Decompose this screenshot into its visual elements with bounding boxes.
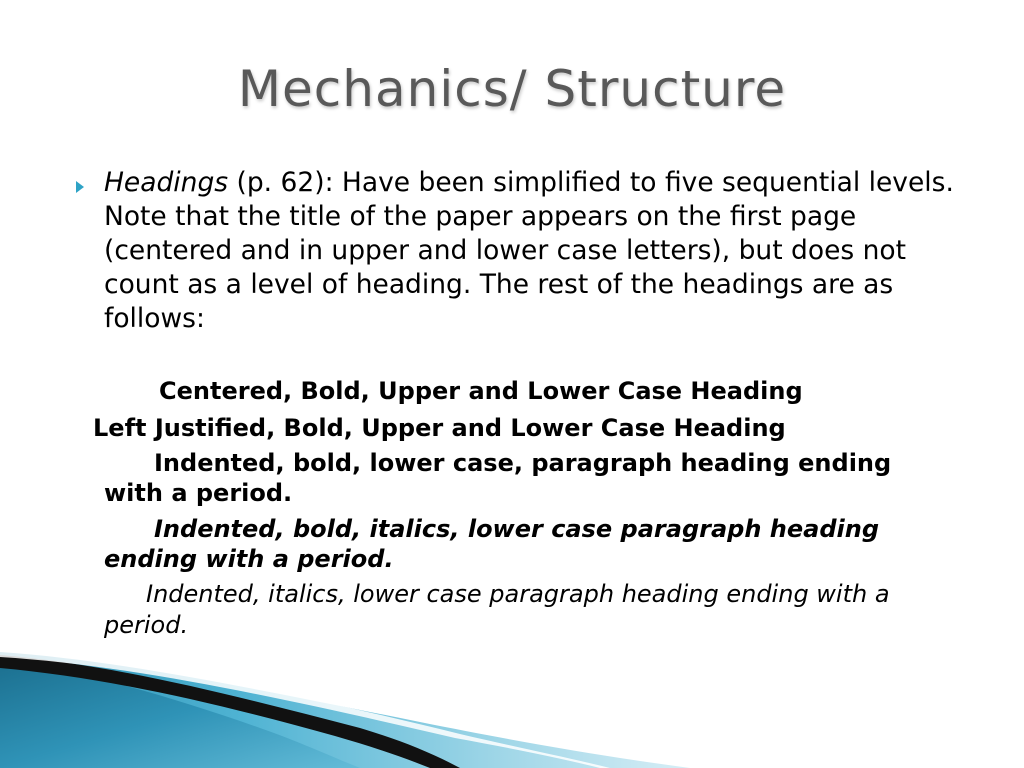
heading-level-2-text: Left Justified, Bold, Upper and Lower Case Heading xyxy=(93,414,786,442)
heading-level-1-text: Centered, Bold, Upper and Lower Case Heading xyxy=(159,377,803,405)
heading-level-2-example xyxy=(93,412,786,444)
wave-light-band xyxy=(0,652,690,768)
heading-level-1-example xyxy=(159,375,803,407)
heading-level-4-text: Indented, bold, italics, lower case paragraph heading ending with a period. xyxy=(104,515,880,573)
bullet-paragraph xyxy=(104,166,984,336)
wave-dark-band xyxy=(0,660,360,768)
heading-level-5-example xyxy=(104,579,964,641)
slide-title: Mechanics/ Structure xyxy=(237,60,787,118)
heading-level-4-example xyxy=(104,514,964,574)
bullet-label: Headings xyxy=(104,167,229,198)
wave-white-line xyxy=(0,650,610,768)
heading-level-5-text: Indented, italics, lower case paragraph heading ending with a period. xyxy=(104,580,890,639)
bullet-arrow-icon xyxy=(76,181,84,193)
bullet-body: (p. 62): Have been simplified to five sequential levels. Note that the title of the paper appears on the first page (centered and in upper and lower case letters), but does not count as a level of heading. The rest of the headings are as follows: xyxy=(104,167,954,334)
heading-level-3-text: Indented, bold, lower case, paragraph heading ending with a period. xyxy=(104,449,892,507)
wave-black-stripe xyxy=(0,655,460,768)
heading-level-3-example xyxy=(104,448,944,508)
